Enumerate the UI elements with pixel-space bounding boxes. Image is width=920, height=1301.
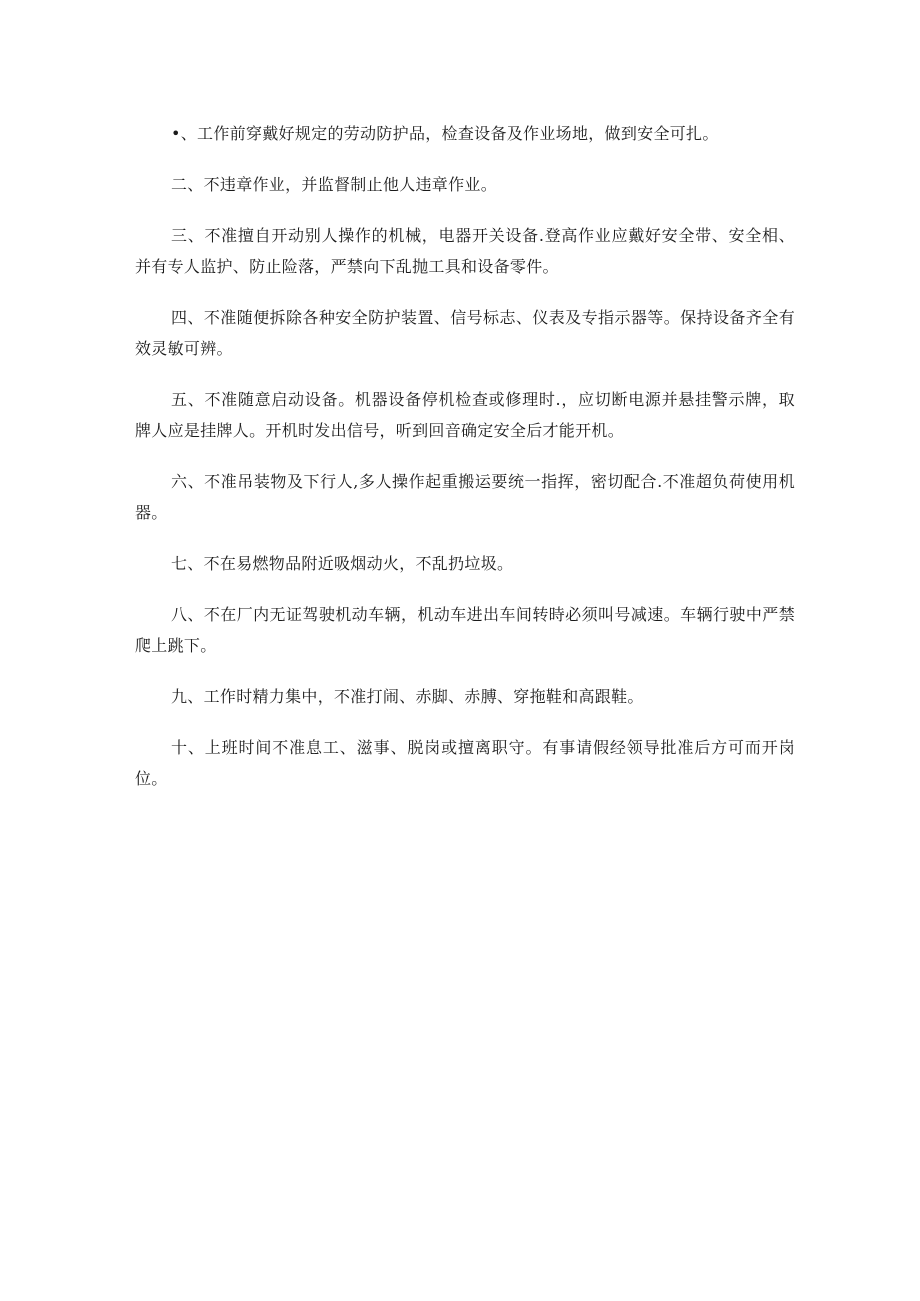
- rule-paragraph-6: 六、不准吊装物及下行人,多人操作起重搬运要统一指挥，密切配合.不准超负荷使用机器。: [135, 472, 795, 522]
- rule-paragraph-3: 三、不准擅自开动别人操作的机械，电器开关设备.登高作业应戴好安全带、安全相、并有专人监护、防止险落，严禁向下乱抛工具和设备零件。: [135, 226, 795, 276]
- rule-paragraph-7: 七、不在易燃物品附近吸烟动火，不乱扔垃圾。: [171, 554, 514, 573]
- document-body: [135, 118, 795, 814]
- rule-paragraph-10: 十、上班时间不准息工、滋事、脱岗或擅离职守。有事请假经领导批准后方可而开岗位。: [135, 738, 795, 788]
- rule-paragraph-1: •、工作前穿戴好规定的劳动防护品，检查设备及作业场地，做到安全可扎。: [171, 124, 719, 143]
- rule-paragraph-2: 二、不违章作业，并监督制止他人违章作业。: [171, 175, 498, 194]
- rule-paragraph-4: 四、不准随便拆除各种安全防护装置、信号标志、仪表及专指示器等。保持设备齐全有效灵敏可辨。: [135, 308, 795, 358]
- rule-paragraph-5: 五、不准随意启动设备。机器设备停机检查或修理时.，应切断电源并悬挂警示牌，取牌人应是挂牌人。开机时发出信号，听到回音确定安全后才能开机。: [135, 390, 795, 440]
- rule-paragraph-9: 九、工作时精力集中，不准打闹、赤脚、赤膊、穿拖鞋和高跟鞋。: [171, 687, 644, 706]
- rule-paragraph-8: 八、不在厂内无证驾驶机动车辆，机动车进出车间转時必须叫号减速。车辆行驶中严禁爬上跳下。: [135, 605, 795, 655]
